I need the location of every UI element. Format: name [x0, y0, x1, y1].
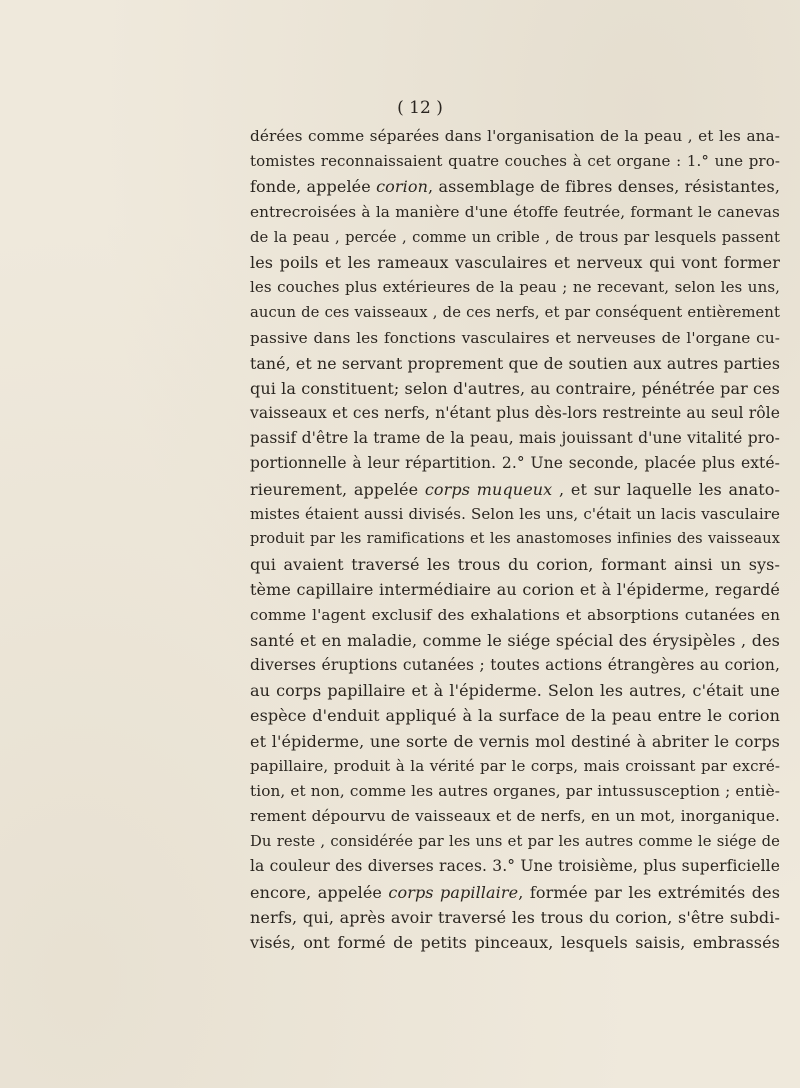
text-segment: et l'épiderme, une sorte de vernis mol destiné à abriter le corps [250, 731, 780, 751]
text-segment: passive dans les fonctions vasculaires et nerveuses de l'organe cu- [250, 328, 780, 347]
text-segment: tème capillaire intermédiaire au corion et à l'épiderme, regardé [250, 580, 780, 600]
text-segment: vaisseaux et ces nerfs, n'étant plus dès-lors restreinte au seul rôle [250, 404, 780, 423]
text-line [250, 376, 780, 401]
text-line [250, 552, 780, 577]
text-line [250, 275, 780, 300]
text-segment: tané, et ne servant proprement que de soutien aux autres parties [250, 353, 780, 373]
text-line [250, 754, 780, 779]
text-line [250, 451, 780, 476]
text-segment: mistes étaient aussi divisés. Selon les uns, c'était un lacis vasculaire [250, 504, 780, 523]
text-line [250, 250, 780, 275]
text-segment: rement dépourvu de vaisseaux et de nerfs, en un mot, inorganique. [250, 807, 780, 826]
text-segment: produit par les ramifications et les anastomoses infinies des vaisseaux [250, 531, 780, 547]
text-segment: qui la constituent; selon d'autres, au contraire, pénétrée par ces [250, 378, 780, 398]
text-line [250, 880, 780, 905]
text-line [250, 124, 780, 149]
text-segment: fonde, appelée [250, 177, 377, 197]
italic-term: corps muqueux [424, 479, 553, 499]
text-line [250, 653, 780, 678]
italic-term: corion [376, 177, 428, 197]
text-segment: de la peau , percée , comme un crible , de trous par lesquels passent [250, 228, 780, 246]
text-line [250, 401, 780, 426]
page-number: ( 12 ) [397, 98, 443, 118]
text-line [250, 628, 780, 653]
text-segment: les couches plus extérieures de la peau ; ne recevant, selon les uns, [250, 278, 780, 297]
text-line [250, 149, 780, 174]
text-line [250, 351, 780, 376]
text-segment: tomistes reconnaissaient quatre couches à cet organe : 1.° une pro- [250, 152, 780, 171]
text-line [250, 527, 780, 552]
text-segment: portionnelle à leur répartition. 2.° Une seconde, placée plus exté- [250, 454, 780, 473]
text-segment: , formée par les extrémités des [518, 882, 781, 902]
text-segment: encore, appelée [250, 882, 389, 902]
text-line [250, 905, 780, 930]
text-segment: la couleur des diverses races. 3.° Une troisième, plus superficielle [250, 857, 780, 876]
text-line [250, 174, 780, 199]
text-line [250, 854, 780, 879]
text-segment: passif d'être la trame de la peau, mais jouissant d'une vitalité pro- [250, 429, 780, 448]
text-line [250, 225, 780, 250]
text-line [250, 678, 780, 703]
text-segment: papillaire, produit à la vérité par le corps, mais croissant par excré- [250, 756, 780, 775]
text-segment: espèce d'enduit appliqué à la surface de la peau entre le corion [250, 706, 780, 726]
text-segment: entrecroisées à la manière d'une étoffe feutrée, formant le canevas [250, 202, 780, 221]
text-line [250, 804, 780, 829]
text-line [250, 930, 780, 955]
text-line [250, 829, 780, 854]
text-line [250, 300, 780, 325]
text-line [250, 703, 780, 728]
text-segment: qui avaient traversé les trous du corion, formant ainsi un sys- [250, 555, 780, 575]
text-segment: diverses éruptions cutanées ; toutes actions étrangères au corion, [250, 655, 780, 674]
text-line [250, 577, 780, 602]
text-segment: visés, ont formé de petits pinceaux, lesquels saisis, embrassés [250, 933, 780, 952]
text-segment: , et sur laquelle les anato- [552, 479, 780, 499]
text-line [250, 502, 780, 527]
text-line [250, 729, 780, 754]
text-segment: dérées comme séparées dans l'organisation de la peau , et les ana- [250, 127, 780, 145]
text-segment: tion, et non, comme les autres organes, par intussusception ; entiè- [250, 781, 780, 800]
text-segment: comme l'agent exclusif des exhalations et absorptions cutanées en [250, 605, 780, 624]
body-text [250, 124, 780, 955]
text-line [250, 779, 780, 804]
text-segment: les poils et les rameaux vasculaires et nerveux qui vont former [250, 252, 780, 272]
text-segment: santé et en maladie, comme le siége spécial des érysipèles , des [250, 630, 780, 650]
text-segment: Du reste , considérée par les uns et par les autres comme le siége de [250, 833, 780, 851]
text-segment: rieurement, appelée [250, 479, 425, 499]
text-segment: au corps papillaire et à l'épiderme. Selon les autres, c'était une [250, 681, 780, 701]
text-line [250, 426, 780, 451]
text-segment: , assemblage de fibres denses, résistantes, [428, 177, 780, 197]
text-line [250, 477, 780, 502]
text-segment: aucun de ces vaisseaux , de ces nerfs, et par conséquent entièrement [250, 304, 780, 322]
text-segment: nerfs, qui, après avoir traversé les trous du corion, s'être subdi- [250, 907, 780, 927]
text-line [250, 603, 780, 628]
italic-term: corps papillaire [388, 882, 519, 902]
text-line [250, 200, 780, 225]
text-line [250, 326, 780, 351]
